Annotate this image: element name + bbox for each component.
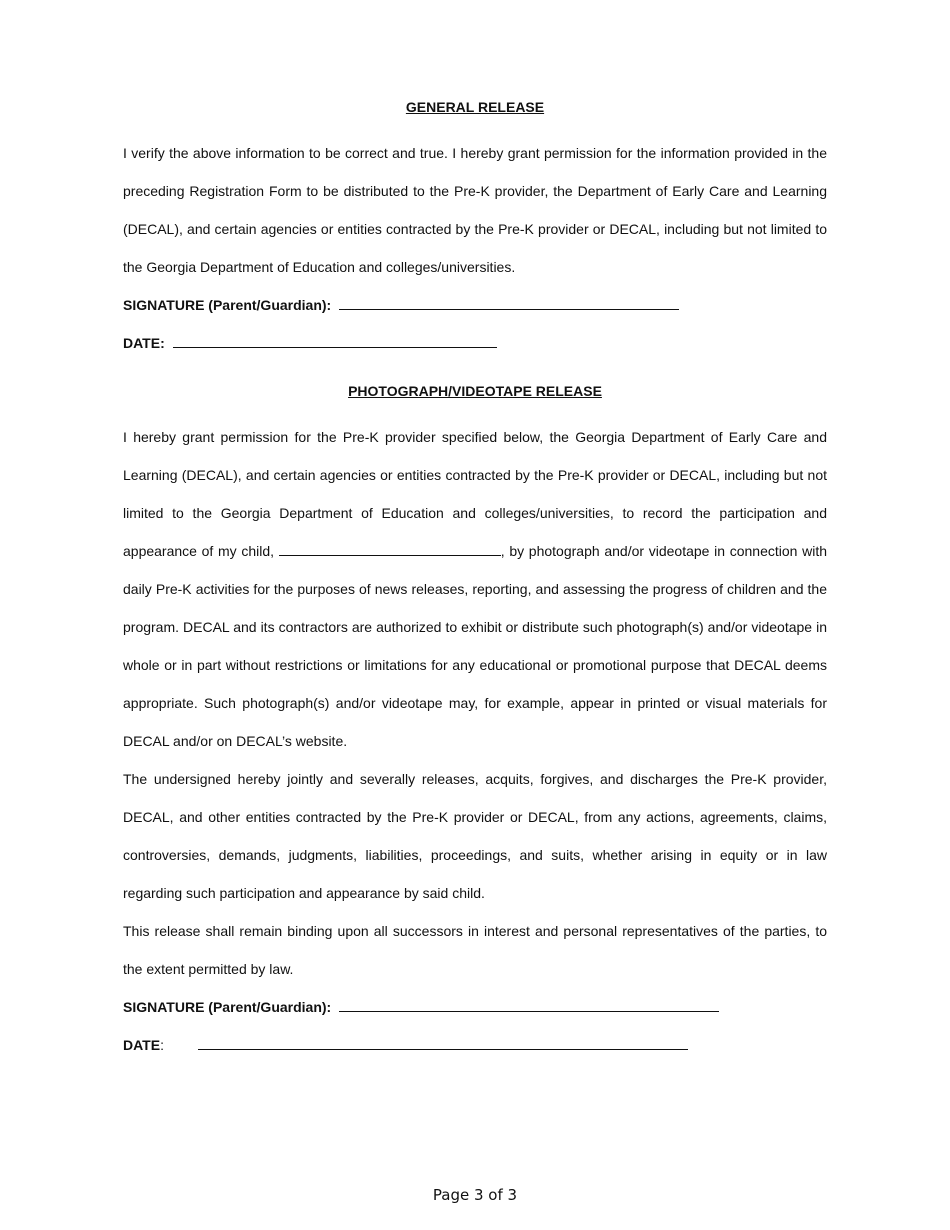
photo-release-body-3: This release shall remain binding upon all successors in interest and personal representatives of the parties, to the extent permitted by law. — [123, 923, 827, 977]
general-signature-row — [123, 286, 827, 324]
general-signature-field[interactable] — [339, 295, 679, 310]
document-page — [123, 96, 827, 1064]
child-name-field[interactable] — [279, 543, 501, 556]
photo-signature-label: SIGNATURE (Parent/Guardian): — [123, 999, 332, 1015]
section-spacer — [123, 362, 827, 380]
photo-release-body-2: The undersigned hereby jointly and severally releases, acquits, forgives, and discharges the Pre-K provider, DECAL, and other entities contracted by the Pre-K provider or DECAL, from any actions, agreements, claims, controversies, demands, judgments, liabilities, proceedings, and suits, whether arising in equity or in law regarding such participation and appearance by said child. — [123, 771, 827, 901]
general-signature-label: SIGNATURE (Parent/Guardian): — [123, 297, 332, 313]
photo-signature-row — [123, 988, 827, 1026]
photo-date-field[interactable] — [198, 1035, 688, 1050]
photo-date-label: DATE — [123, 1037, 161, 1053]
general-date-field[interactable] — [173, 333, 497, 348]
photo-signature-field[interactable] — [339, 997, 719, 1012]
page-number: Page 3 of 3 — [432, 1186, 518, 1204]
general-date-row — [123, 324, 827, 362]
photo-release-body — [123, 418, 827, 760]
photo-release-title: PHOTOGRAPH/VIDEOTAPE RELEASE — [348, 383, 602, 399]
general-release-body: I verify the above information to be correct and true. I hereby grant permission for the information provided in the preceding Registration Form to be distributed to the Pre-K provider, the Department of Early Care and Learning (DECAL), and certain agencies or entities contracted by the Pre-K provider or DECAL, including but not limited to the Georgia Department of Education and colleges/universities. — [123, 145, 827, 275]
general-release-title: GENERAL RELEASE — [405, 99, 545, 115]
photo-date-colon: : — [160, 1037, 164, 1053]
photo-release-body-part-1: I hereby grant permission for the Pre-K provider specified below, the Georgia Department of Early Care and Learning (DECAL), and certain agencies or entities contracted by the Pre-K provider or DECAL, including but not limited to the Georgia Department of Education and colleges/universities, to record the participation and appearance of my child, — [123, 429, 827, 559]
photo-date-row — [123, 1026, 827, 1064]
photo-release-body-part-2: , by photograph and/or videotape in connection with daily Pre-K activities for the purposes of news releases, reporting, and assessing the progress of children and the program. DECAL and its contractors are authorized to exhibit or distribute such photograph(s) and/or videotape in whole or in part without restrictions or limitations for any educational or promotional purpose that DECAL deems appropriate. Such photograph(s) and/or videotape may, for example, appear in printed or visual materials for DECAL and/or on DECAL’s website. — [123, 543, 828, 749]
general-date-label: DATE: — [123, 335, 165, 351]
